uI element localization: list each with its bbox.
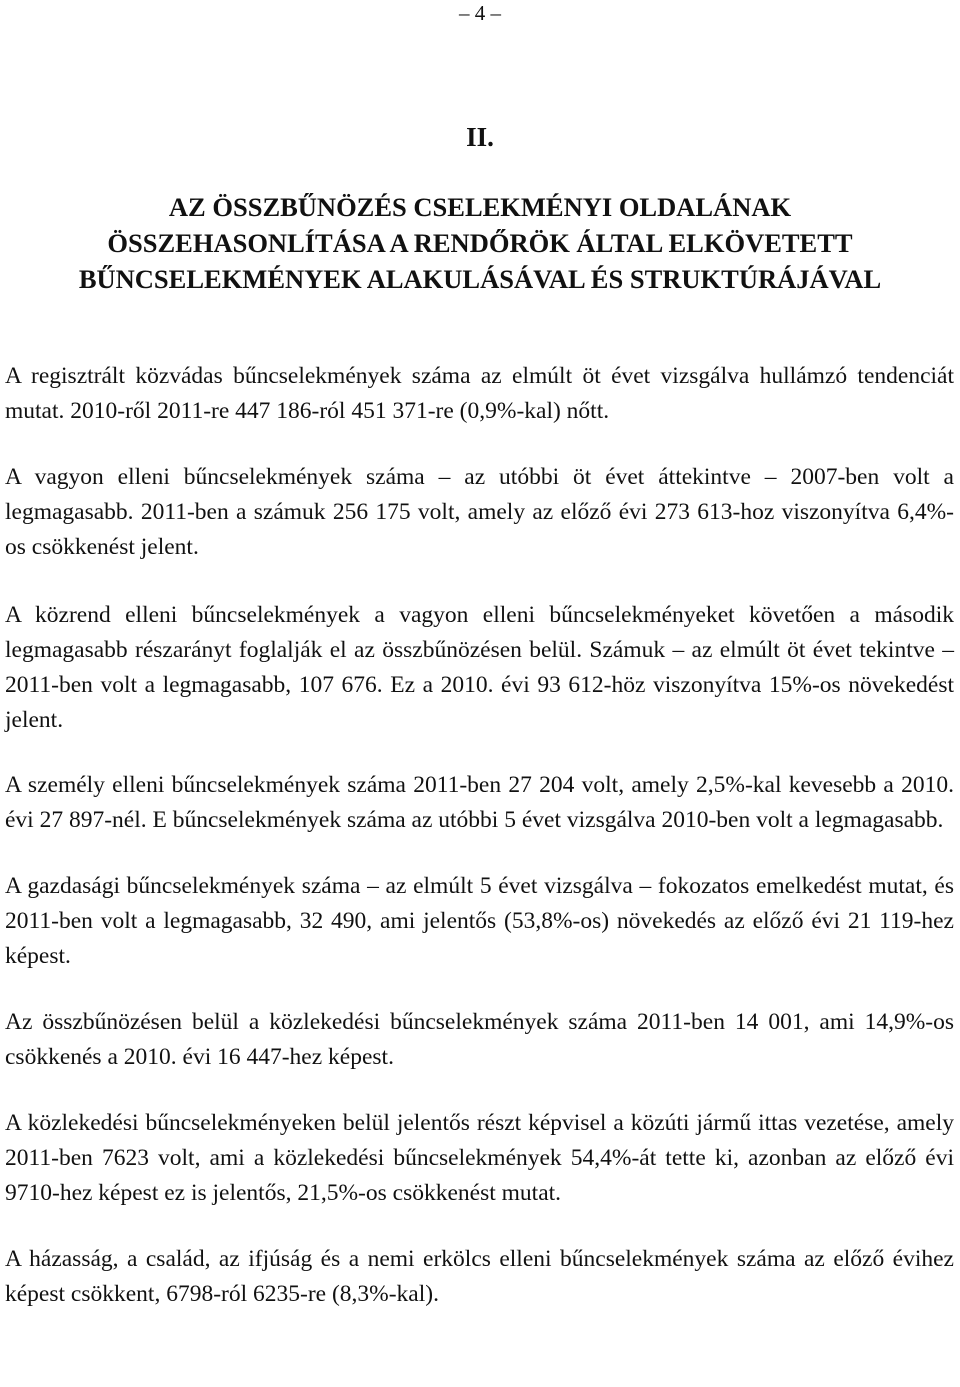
paragraph-hazassag-csalad: A házasság, a család, az ifjúság és a nemi erkölcs elleni bűncselekmények száma az előző évihez képest csökkent, 6798-ról 6235-re (8,3%-kal).	[5, 1246, 954, 1307]
paragraph-kozrend-elleni: A közrend elleni bűncselekmények a vagyon elleni bűncselekményeket követően a második legmagasabb részarányt foglalják el az összbűnözésen belül. Számuk – az elmúlt öt évet tekintve – 2011-ben volt a legmagasabb, 107 676. Ez a 2010. évi 93 612-höz viszonyítva 15%-os növekedést jelent.	[5, 602, 954, 733]
chapter-number: II.	[466, 122, 494, 152]
chapter-title-line-3: BŰNCSELEKMÉNYEK ALAKULÁSÁVAL ÉS STRUKTÚRÁJÁVAL	[78, 264, 882, 294]
paragraph-kozlekedesi: Az összbűnözésen belül a közlekedési bűncselekmények száma 2011-ben 14 001, ami 14,9%-os csökkenés a 2010. évi 16 447-hez képest.	[5, 1009, 954, 1070]
page-number: – 4 –	[459, 1, 501, 25]
chapter-title-line-2: ÖSSZEHASONLÍTÁSA A RENDŐRÖK ÁLTAL ELKÖVETETT	[107, 228, 853, 258]
paragraph-gazdasagi: A gazdasági bűncselekmények száma – az elmúlt 5 évet vizsgálva – fokozatos emelkedést mutat, és 2011-ben volt a legmagasabb, 32 490, ami jelentős (53,8%-os) növekedés az előző évi 21 119-hez képest.	[5, 873, 954, 969]
body-text	[5, 359, 954, 1343]
paragraph-vagyon-elleni: A vagyon elleni bűncselekmények száma – az utóbbi öt évet áttekintve – 2007-ben volt a legmagasabb. 2011-ben a számuk 256 175 volt, amely az előző évi 273 613-hoz viszonyítva 6,4%-os csökkenést jelent.	[5, 464, 954, 560]
chapter-title-line-1: AZ ÖSSZBŰNÖZÉS CSELEKMÉNYI OLDALÁNAK	[168, 192, 792, 222]
chapter-title	[0, 189, 960, 297]
paragraph-ittas-vezetes: A közlekedési bűncselekményeken belül jelentős részt képvisel a közúti jármű ittas vezetése, amely 2011-ben 7623 volt, ami a közlekedési bűncselekmények 54,4%-át tette ki, azonban az előző évi 9710-hez képest ez is jelentős, 21,5%-os csökkenést mutat.	[5, 1110, 954, 1206]
paragraph-szemely-elleni: A személy elleni bűncselekmények száma 2011-ben 27 204 volt, amely 2,5%-kal kevesebb a 2010. évi 27 897-nél. E bűncselekmények száma az utóbbi 5 évet vizsgálva 2010-ben volt a legmagasabb.	[5, 772, 954, 833]
paragraph-kozvadas: A regisztrált közvádas bűncselekmények száma az elmúlt öt évet vizsgálva hullámzó tendenciát mutat. 2010-ről 2011-re 447 186-ról 451 371-re (0,9%-kal) nőtt.	[5, 363, 954, 424]
